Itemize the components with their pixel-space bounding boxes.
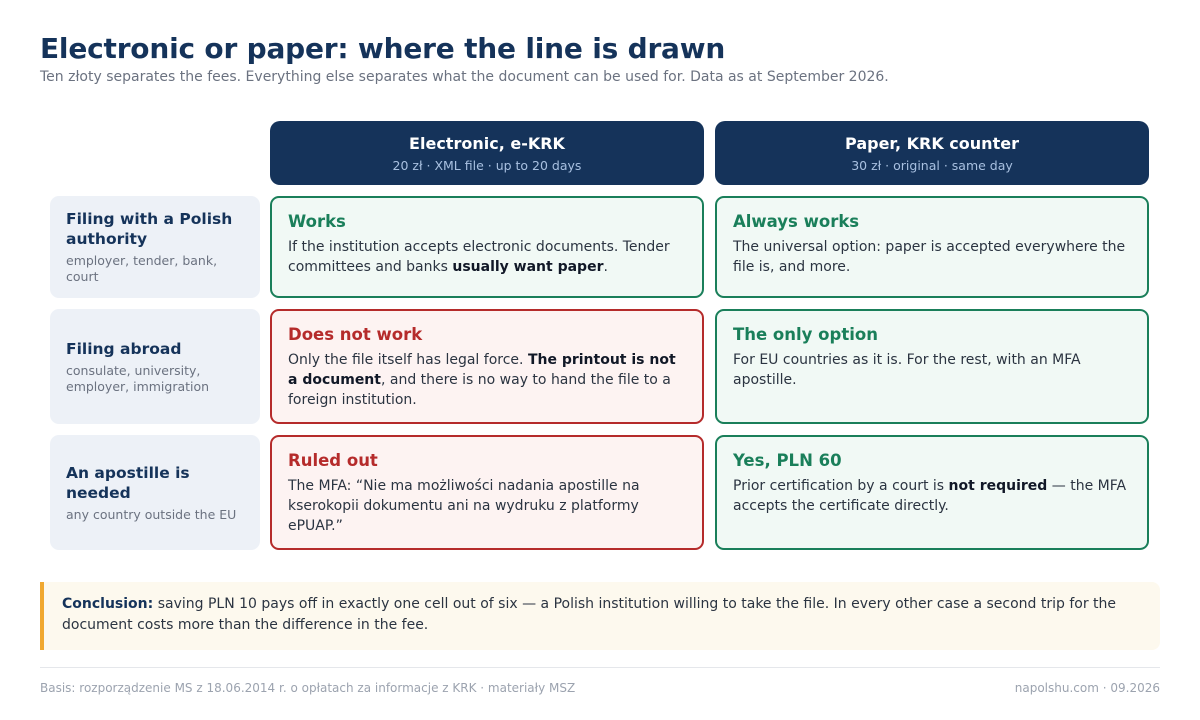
row-label-title: Filing abroad — [66, 339, 182, 358]
column-subtitle: 30 zł · original · same day — [851, 158, 1013, 173]
cell-verdict: Ruled out — [288, 451, 378, 470]
cell-text: The MFA: “Nie ma możliwości nadania apostille na kserokopii dokumentu ani na wydruku z platformy ePUAP.” — [288, 478, 640, 534]
row-label-apostille — [50, 435, 260, 550]
cell-abroad-electronic — [270, 309, 704, 424]
row-label-subtitle: any country outside the EU — [66, 506, 237, 522]
page-subtitle: Ten złoty separates the fees. Everything else separates what the document can be used for. Data as at September 2026. — [40, 69, 889, 85]
cell-text: For EU countries as it is. For the rest, with an MFA apostille. — [733, 352, 1081, 388]
row-label-subtitle: consulate, university, employer, immigration — [66, 362, 210, 394]
row-label-abroad — [50, 309, 260, 424]
page-title: Electronic or paper: where the line is drawn — [40, 32, 726, 65]
cell-text: If the institution accepts electronic documents. Tender committees and banks usually want paper. — [288, 239, 670, 275]
column-title: Paper, KRK counter — [845, 134, 1019, 153]
cell-verdict: The only option — [733, 325, 878, 344]
conclusion-text: saving PLN 10 pays off in exactly one cell out of six — a Polish institution willing to take the file. In every other case a second trip for the document costs more than the difference in the fee. — [62, 596, 1117, 633]
column-header-paper — [715, 121, 1149, 185]
footer-credit: napolshu.com · 09.2026 — [1014, 681, 1160, 695]
cell-verdict: Yes, PLN 60 — [733, 451, 842, 470]
column-title: Electronic, e-KRK — [409, 134, 565, 153]
row-label-title: Filing with a Polish authority — [66, 210, 233, 248]
cell-verdict: Does not work — [288, 325, 423, 344]
cell-polish-authority-electronic — [270, 196, 704, 298]
cell-text: The universal option: paper is accepted everywhere the file is, and more. — [733, 239, 1126, 275]
cell-text: Only the file itself has legal force. The printout is not a document, and there is no way to hand the file to a foreign institution. — [288, 352, 676, 408]
row-label-title: An apostille is needed — [66, 463, 190, 502]
conclusion-callout — [40, 582, 1160, 650]
footer-divider — [40, 667, 1160, 668]
cell-apostille-paper — [715, 435, 1149, 550]
cell-verdict: Always works — [733, 212, 860, 231]
cell-polish-authority-paper — [715, 196, 1149, 298]
row-label-subtitle: employer, tender, bank, court — [66, 253, 218, 284]
column-header-electronic — [270, 121, 704, 185]
conclusion-label: Conclusion: — [62, 596, 154, 612]
cell-abroad-paper — [715, 309, 1149, 424]
cell-text: Prior certification by a court is not required — the MFA accepts the certificate directly. — [733, 478, 1127, 514]
cell-apostille-electronic — [270, 435, 704, 550]
cell-verdict: Works — [288, 212, 346, 231]
row-label-polish-authority — [50, 196, 260, 298]
column-subtitle: 20 zł · XML file · up to 20 days — [392, 158, 582, 173]
footer-source: Basis: rozporządzenie MS z 18.06.2014 r. o opłatach za informacje z KRK · materiały MSZ — [40, 681, 576, 695]
